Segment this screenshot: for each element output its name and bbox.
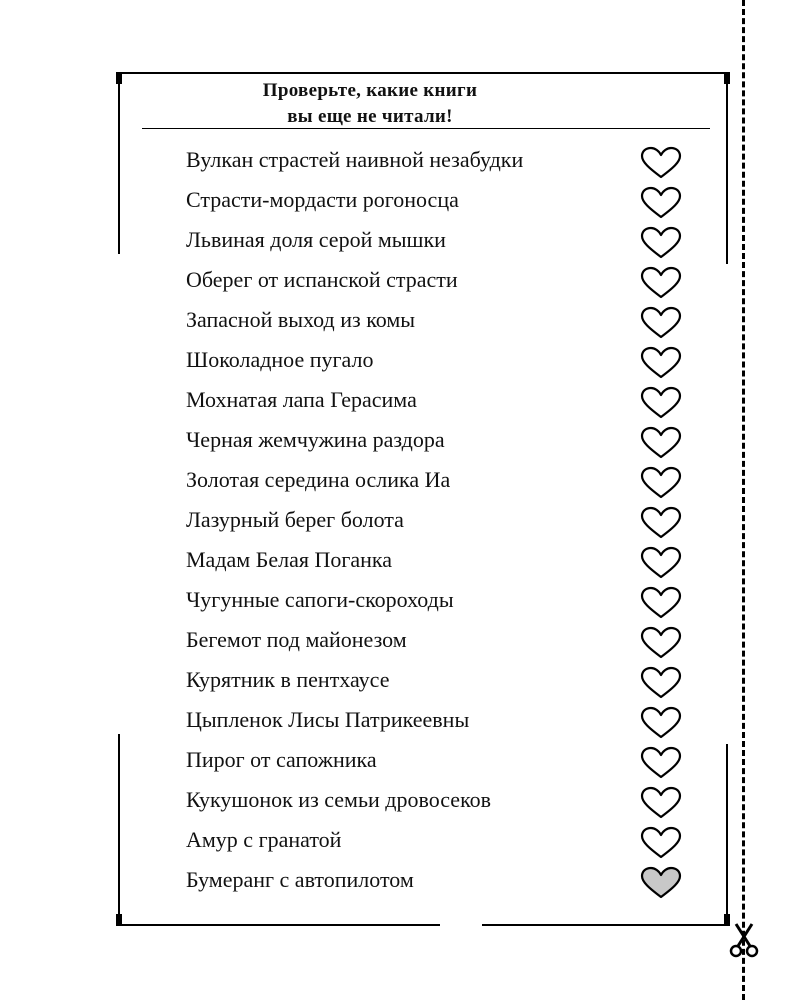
book-row — [186, 660, 686, 700]
book-row — [186, 500, 686, 540]
frame-left-border-lower — [118, 734, 120, 926]
heart-icon[interactable] — [640, 146, 682, 180]
book-row — [186, 140, 686, 180]
book-row — [186, 260, 686, 300]
frame-right-border-lower — [726, 744, 728, 926]
book-row — [186, 740, 686, 780]
book-title: Черная жемчужина раздора — [186, 427, 445, 452]
heart-icon[interactable] — [640, 386, 682, 420]
frame-top-border — [118, 72, 728, 74]
bookmark-heading-line-1: Проверьте, какие книги — [262, 80, 478, 101]
frame-bottom-border-left — [118, 924, 440, 926]
book-row — [186, 820, 686, 860]
book-row — [186, 420, 686, 460]
book-title: Лазурный берег болота — [186, 507, 404, 532]
frame-corner-bottom-right — [724, 914, 730, 926]
heart-icon[interactable] — [640, 186, 682, 220]
frame-corner-bottom-left — [116, 914, 122, 926]
book-title: Вулкан страстей наивной незабудки — [186, 147, 524, 172]
book-title: Запасной выход из комы — [186, 307, 416, 332]
book-row — [186, 780, 686, 820]
frame-left-border-upper — [118, 72, 120, 254]
book-row — [186, 860, 686, 900]
book-row — [186, 180, 686, 220]
heart-icon[interactable] — [640, 426, 682, 460]
heart-icon[interactable] — [640, 746, 682, 780]
book-row — [186, 300, 686, 340]
book-row — [186, 700, 686, 740]
book-title: Цыпленок Лисы Патрикеевны — [186, 707, 470, 732]
heart-icon-filled[interactable] — [640, 866, 682, 900]
heart-icon[interactable] — [640, 466, 682, 500]
book-title: Бумеранг с автопилотом — [186, 867, 414, 892]
heart-icon[interactable] — [640, 506, 682, 540]
heart-icon[interactable] — [640, 306, 682, 340]
book-title: Страсти-мордасти рогоносца — [186, 187, 459, 212]
book-row — [186, 580, 686, 620]
cut-line — [742, 0, 745, 1000]
book-title: Бегемот под майонезом — [186, 627, 407, 652]
frame-corner-top-left — [116, 72, 122, 84]
book-row — [186, 460, 686, 500]
heart-icon[interactable] — [640, 826, 682, 860]
book-row — [186, 220, 686, 260]
heart-icon[interactable] — [640, 346, 682, 380]
heart-icon[interactable] — [640, 626, 682, 660]
book-title: Чугунные сапоги-скороходы — [186, 587, 454, 612]
heart-icon[interactable] — [640, 666, 682, 700]
book-row — [186, 340, 686, 380]
book-row — [186, 380, 686, 420]
book-title: Пирог от сапожника — [186, 747, 377, 772]
book-title: Мадам Белая Поганка — [186, 547, 393, 572]
book-title: Львиная доля серой мышки — [186, 227, 446, 252]
book-row — [186, 540, 686, 580]
heading-divider — [142, 128, 710, 129]
bookmark-heading-line-2: вы еще не читали! — [287, 106, 453, 127]
heart-icon[interactable] — [640, 706, 682, 740]
book-title: Амур с гранатой — [186, 827, 342, 852]
book-title: Курятник в пентхаусе — [186, 667, 390, 692]
heart-icon[interactable] — [640, 786, 682, 820]
scissors-icon — [724, 920, 764, 960]
book-title: Золотая середина ослика Иа — [186, 467, 451, 492]
book-title: Мохнатая лапа Герасима — [186, 387, 417, 412]
heart-icon[interactable] — [640, 266, 682, 300]
frame-bottom-border-right — [482, 924, 728, 926]
heart-icon[interactable] — [640, 226, 682, 260]
heart-icon[interactable] — [640, 586, 682, 620]
book-title: Оберег от испанской страсти — [186, 267, 458, 292]
book-row — [186, 620, 686, 660]
heart-icon[interactable] — [640, 546, 682, 580]
frame-right-border-upper — [726, 72, 728, 264]
book-title: Кукушонок из семьи дровосеков — [186, 787, 492, 812]
book-title: Шоколадное пугало — [186, 347, 374, 372]
frame-corner-top-right — [724, 72, 730, 84]
